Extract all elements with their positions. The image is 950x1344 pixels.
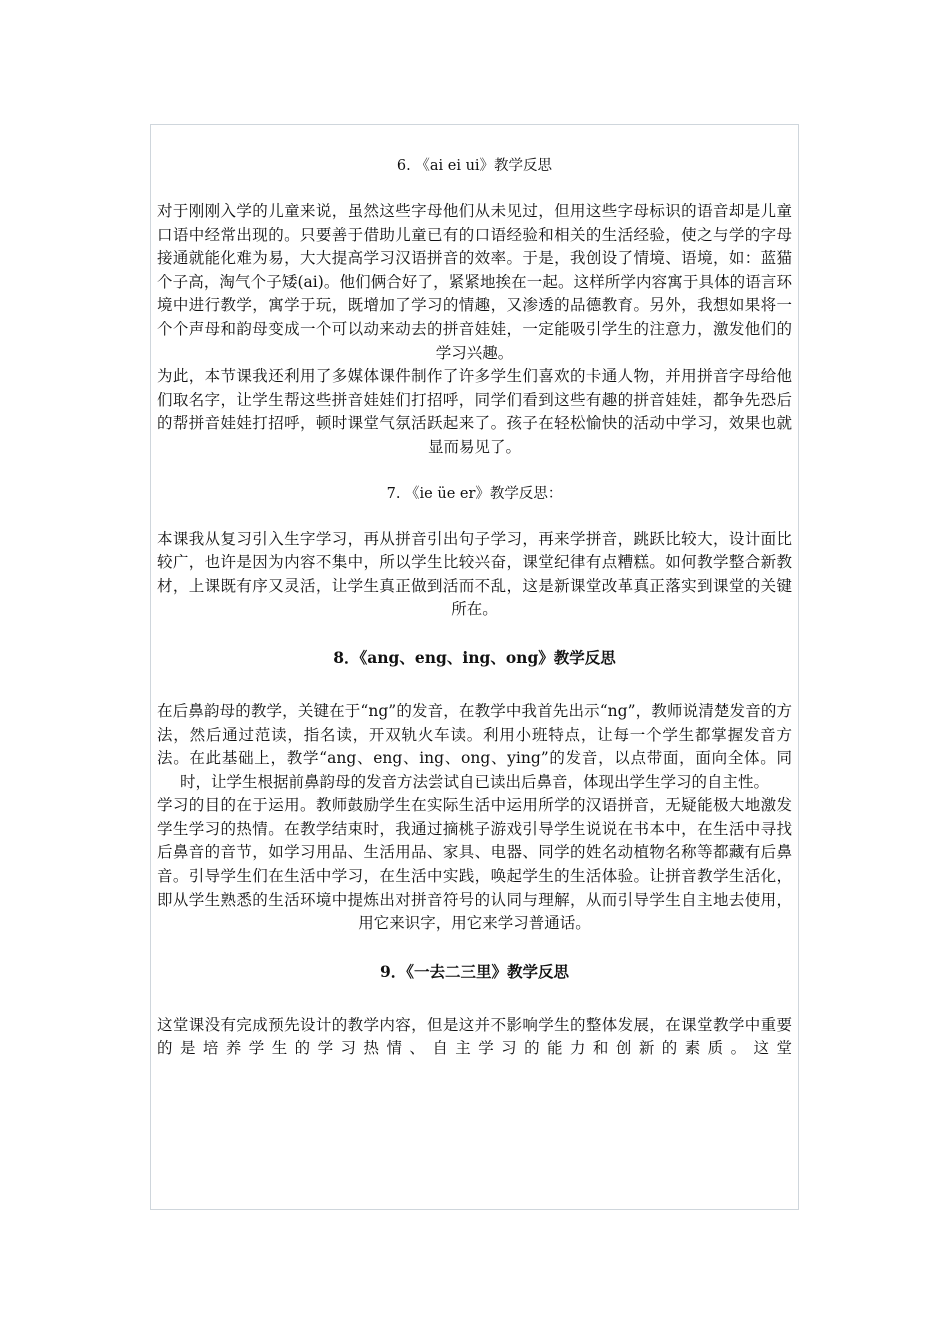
section-8-paragraph-1: 在后鼻韵母的教学，关键在于“ng”的发音，在教学中我首先出示“ng”，教师说清楚发音的方法，然后通过范读，指名读，开双轨火车读。利用小班特点，让每一个学生都掌握发音方法。在此基础上，教学“ang、eng、ing、ong、ying”的发音，以点带面，面向全体。同时，让学生根据前鼻韵母的发音方法尝试自已读出后鼻音，体现出学生学习的自主性。 (157, 701, 792, 791)
spacer (157, 669, 792, 700)
section-8-title: 8．《ang、eng、ing、ong》教学反思 (333, 647, 616, 667)
section-6-title: 6. 《ai ei ui》教学反思 (396, 158, 553, 174)
spacer (157, 622, 792, 647)
section-7-paragraph-1: 本课我从复习引入生字学习，再从拼音引出句子学习，再来学拼音，跳跃比较大，设计面比较广，也许是因为内容不集中，所以学生比较兴奋，课堂纪律有点糟糕。如何教学整合新教材，上课既有序又灵活，让学生真正做到活而不乱，这是新课堂改革真正落实到课堂的关键所在。 (157, 529, 792, 619)
document-content (157, 155, 792, 1061)
section-6-paragraph-1: 对于刚刚入学的儿童来说，虽然这些字母他们从未见过，但用这些字母标识的语音却是儿童口语中经常出现的。只要善于借助儿童已有的口语经验和相关的生活经验，使之与学的字母接通就能化难为易，大大提高学习汉语拼音的效率。于是，我创设了情境、语境，如：蓝猫个子高，淘气个子矮(ai)。他们俩合好了，紧紧地挨在一起。这样所学内容寓于具体的语言环境中进行教学，寓学于玩，既增加了学习的情趣，又渗透的品德教育。另外，我想如果将一个个声母和韵母变成一个可以动来动去的拼音娃娃，一定能吸引学生的注意力，激发他们的学习兴趣。 (157, 202, 792, 362)
document-page (150, 124, 799, 1210)
section-7-title: 7. 《ie üe er》教学反思： (386, 485, 563, 502)
section-9-paragraph-1: 这堂课没有完成预先设计的教学内容，但是这并不影响学生的整体发展，在课堂教学中重要的是培养学生的学习热情、自主学习的能力和创新的素质。这堂 (157, 1015, 792, 1058)
section-6-paragraph-2: 为此，本节课我还利用了多媒体课件制作了许多学生们喜欢的卡通人物，并用拼音字母给他们取名字，让学生帮这些拼音娃娃们打招呼，同学们看到这些有趣的拼音娃娃，都争先恐后的帮拼音娃娃打招呼，顿时课堂气氛活跃起来了。孩子在轻松愉快的活动中学习，效果也就显而易见了。 (157, 367, 792, 456)
spacer (157, 936, 792, 961)
spacer (157, 460, 792, 483)
section-8-paragraph-2: 学习的目的在于运用。教师鼓励学生在实际生活中运用所学的汉语拼音，无疑能极大地激发学生学习的热情。在教学结束时，我通过摘桃子游戏引导学生说说在书本中，在生活中寻找后鼻音的音节，如学习用品、生活用品、家具、电器、同学的姓名动植物名称等都藏有后鼻音。引导学生们在生活中学习，在生活中实践，唤起学生的生活体验。让拼音教学生活化，即从学生熟悉的生活环境中提炼出对拼音符号的认同与理解，从而引导学生自主地去使用，用它来识字，用它来学习普通话。 (157, 796, 792, 933)
section-9-title: 9．《一去二三里》教学反思 (379, 961, 570, 981)
spacer (157, 983, 792, 1014)
spacer (157, 177, 792, 200)
spacer (157, 505, 792, 528)
